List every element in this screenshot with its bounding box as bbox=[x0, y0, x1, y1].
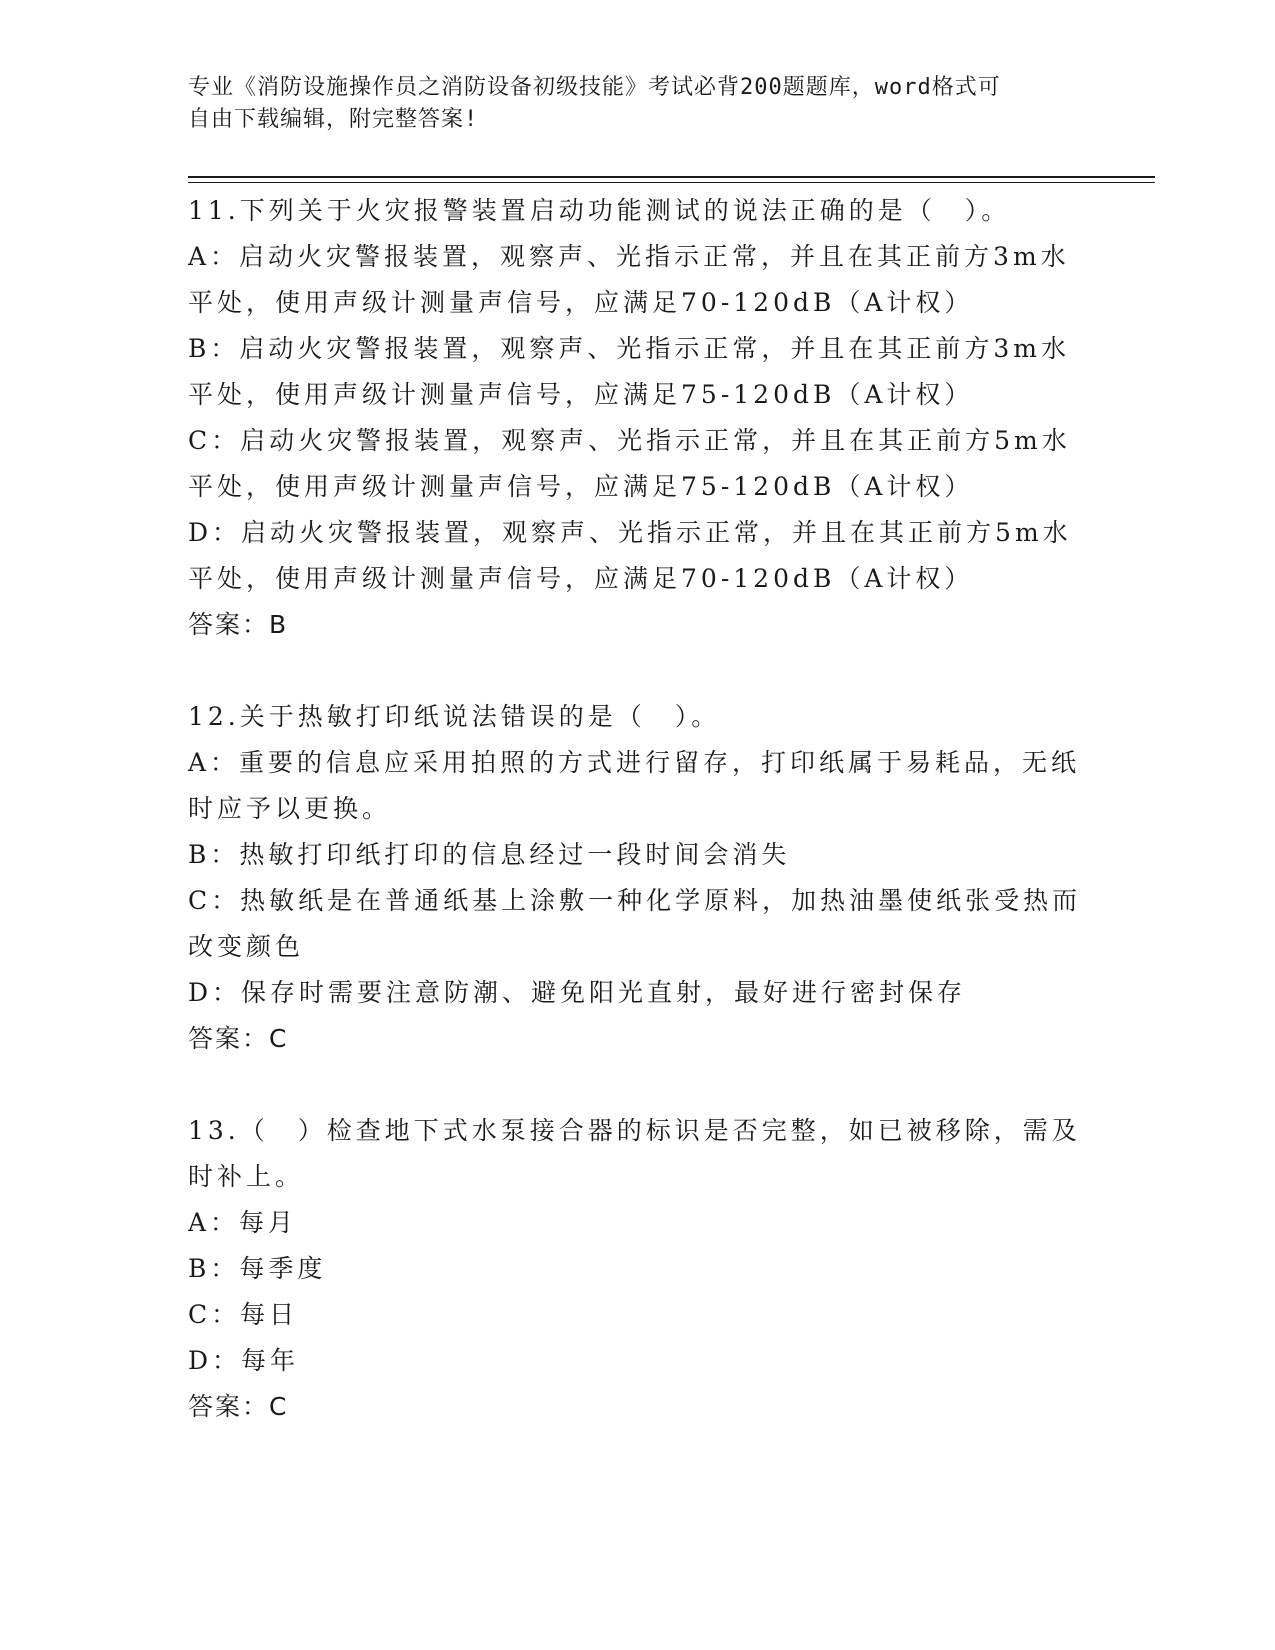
question-stem: 11.下列关于火灾报警装置启动功能测试的说法正确的是（ ）。 bbox=[188, 196, 1011, 225]
option-d: D：每年 bbox=[188, 1346, 300, 1375]
option-a: A：启动火灾警报装置，观察声、光指示正常，并且在其正前方3m水平处，使用声级计测量声信号，应满足70-120dB（A计权） bbox=[188, 242, 1070, 317]
answer-label: 答案：C bbox=[188, 1024, 289, 1053]
option-c: C：启动火灾警报装置，观察声、光指示正常，并且在其正前方5m水平处，使用声级计测量声信号，应满足75-120dB（A计权） bbox=[188, 426, 1071, 501]
option-b: B：热敏打印纸打印的信息经过一段时间会消失 bbox=[188, 840, 791, 869]
question-stem: 12.关于热敏打印纸说法错误的是（ ）。 bbox=[188, 702, 721, 731]
option-b: B：启动火灾警报装置，观察声、光指示正常，并且在其正前方3m水平处，使用声级计测量声信号，应满足75-120dB（A计权） bbox=[188, 334, 1070, 409]
option-a: A：重要的信息应采用拍照的方式进行留存，打印纸属于易耗品，无纸时应予以更换。 bbox=[188, 748, 1081, 823]
header-divider-thick bbox=[188, 176, 1155, 178]
option-b: B：每季度 bbox=[188, 1254, 327, 1283]
answer-label: 答案：B bbox=[188, 610, 289, 639]
question-list bbox=[188, 188, 1088, 1476]
option-c: C：每日 bbox=[188, 1300, 299, 1329]
question-11 bbox=[188, 188, 1088, 648]
question-13 bbox=[188, 1108, 1088, 1430]
option-a: A：每月 bbox=[188, 1208, 298, 1237]
option-d: D：启动火灾警报装置，观察声、光指示正常，并且在其正前方5m水平处，使用声级计测量声信号，应满足70-120dB（A计权） bbox=[188, 518, 1072, 593]
header-title-line-2: 自由下载编辑，附完整答案! bbox=[188, 107, 479, 132]
option-c: C：热敏纸是在普通纸基上涂敷一种化学原料，加热油墨使纸张受热而改变颜色 bbox=[188, 886, 1082, 961]
question-stem: 13.（ ）检查地下式水泵接合器的标识是否完整，如已被移除，需及时补上。 bbox=[188, 1116, 1081, 1191]
header-title-line-1: 专业《消防设施操作员之消防设备初级技能》考试必背200题题库，word格式可 bbox=[188, 75, 1001, 100]
header-divider-thin bbox=[188, 182, 1155, 183]
document-header bbox=[188, 72, 1068, 136]
option-d: D：保存时需要注意防潮、避免阳光直射，最好进行密封保存 bbox=[188, 978, 967, 1007]
answer-label: 答案：C bbox=[188, 1392, 289, 1421]
question-12 bbox=[188, 694, 1088, 1062]
